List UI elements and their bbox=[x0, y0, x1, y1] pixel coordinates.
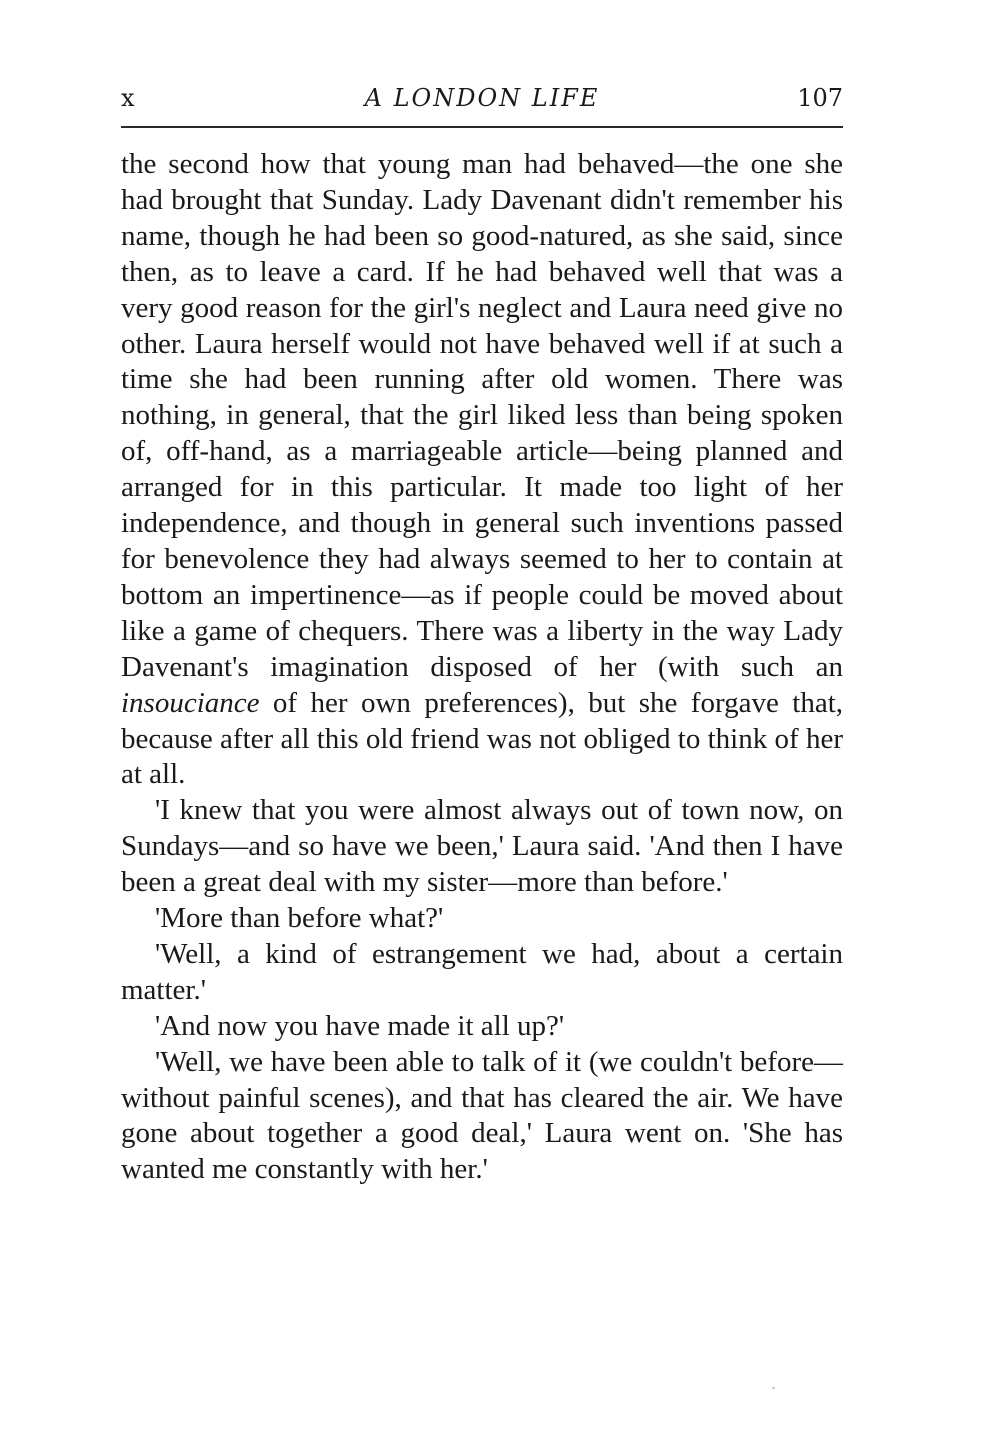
header-rule bbox=[121, 126, 843, 128]
page-number: 107 bbox=[797, 84, 843, 112]
paragraph: 'More than before what?' bbox=[155, 902, 444, 935]
paragraph-text: the second how that young man had behaved—the one she had brought that Sunday. Lady Davenant didn't remember his name, though he had been so good-natured, as she said, since then, as to leave a card. If he had behaved well that was a very good reason for the girl's neglect and Laura need give no other. Laura herself would not have behaved well if at such a time she had been running after old women. There was nothing, in general, that the girl liked less than being spoken of, off-hand, as a marriageable article—being planned and arranged for in this particular. It made too light of her independence, and though in general such inventions passed for benevolence they had always seemed to her to contain at bottom an impertinence—as if people could be moved about like a game of chequers. There was a liberty in the way Lady Davenant's imagination disposed of her (with such an bbox=[121, 148, 843, 683]
running-head bbox=[121, 80, 843, 120]
paragraph-text: of her own preferences), but she forgave that, because after all this old friend was not obliged to think of her at all. bbox=[121, 686, 843, 791]
running-title: A LONDON LIFE bbox=[364, 84, 600, 112]
paragraph: 'And now you have made it all up?' bbox=[155, 1009, 565, 1042]
body-text bbox=[121, 147, 843, 1188]
italic-phrase: insouciance bbox=[121, 686, 260, 719]
scan-speck bbox=[772, 1387, 775, 1389]
paragraph bbox=[121, 147, 843, 793]
paragraph: 'Well, we have been able to talk of it (we couldn't before—without painful scenes), and that has cleared the air. We have gone about together a good deal,' Laura went on. 'She has wanted me constantly with her.' bbox=[121, 1045, 843, 1186]
chapter-number: x bbox=[121, 84, 136, 112]
paragraph: 'Well, a kind of estrangement we had, about a certain matter.' bbox=[121, 937, 843, 1006]
paragraph: 'I knew that you were almost always out of town now, on Sundays—and so have we been,' Laura said. 'And then I have been a great deal with my sister—more than before.' bbox=[121, 794, 843, 899]
